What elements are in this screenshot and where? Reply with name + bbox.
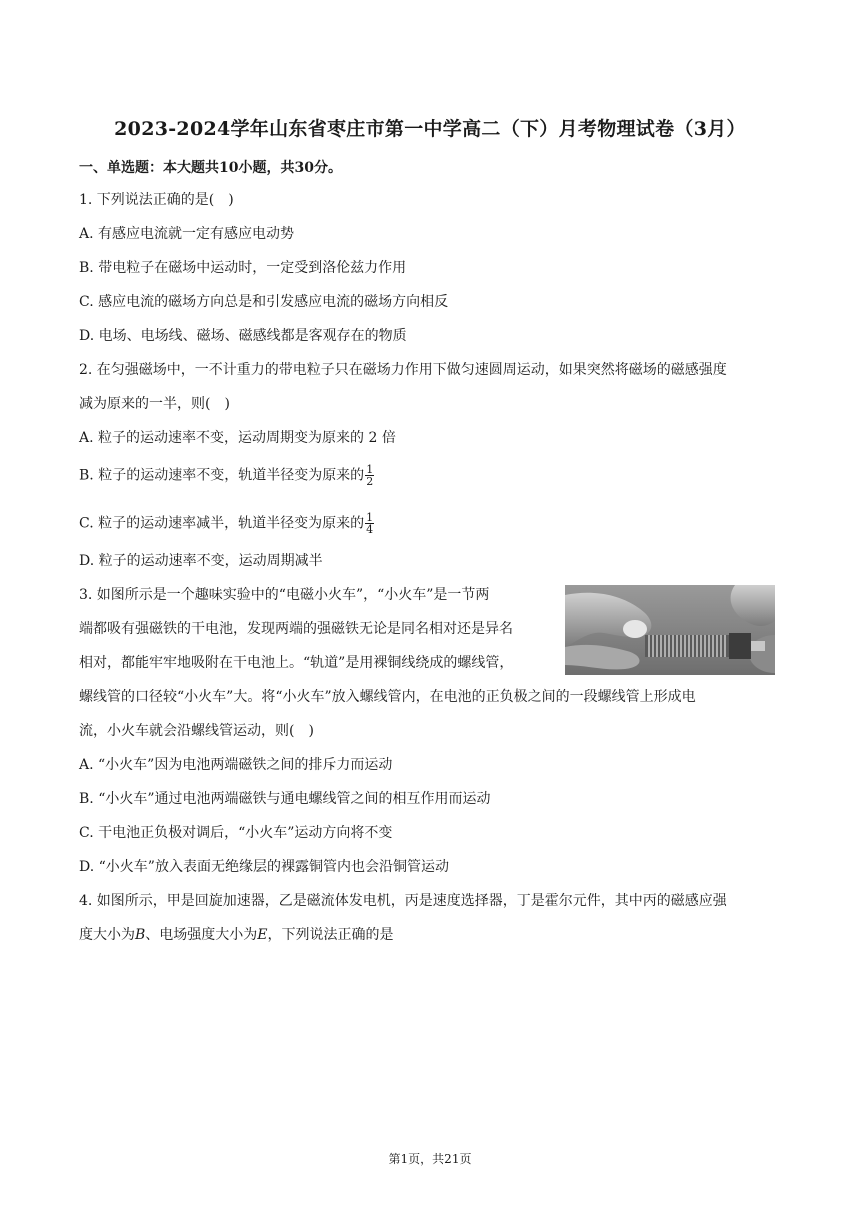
fraction-numerator: 1 [366,511,374,524]
question-3-line5: 流，小火车就会沿螺线管运动，则( ) [79,723,314,739]
question-2-option-c [79,512,374,535]
variable-B: B [135,927,146,943]
question-3-line1: 3. 如图所示是一个趣味实验中的“电磁小火车”，“小火车”是一节两 [79,587,490,603]
question-4-line1: 4. 如图所示，甲是回旋加速器，乙是磁流体发电机，丙是速度选择器，丁是霍尔元件，其中丙的磁感应强 [79,893,727,909]
question-1-option-b: B. 带电粒子在磁场中运动时，一定受到洛伦兹力作用 [79,260,407,276]
question-3-line2: 端都吸有强磁铁的干电池，发现两端的强磁铁无论是同名相对还是异名 [79,621,513,637]
exam-title: 2023-2024学年山东省枣庄市第一中学高二（下）月考物理试卷（3月） [114,118,746,140]
variable-E: E [257,927,268,943]
question-4-text-part: 度大小为 [79,927,135,943]
question-3-option-d: D. “小火车”放入表面无绝缘层的裸露铜管内也会沿铜管运动 [79,859,449,875]
question-2-option-d: D. 粒子的运动速率不变，运动周期减半 [79,553,323,569]
fraction-denominator: 2 [366,475,374,488]
question-1-stem: 1. 下列说法正确的是( ) [79,192,234,208]
fraction-denominator: 4 [366,523,374,536]
question-2-stem-line1: 2. 在匀强磁场中，一不计重力的带电粒子只在磁场力作用下做匀速圆周运动，如果突然将磁场的磁感强度 [79,362,727,378]
question-2-option-b-text: B. 粒子的运动速率不变，轨道半径变为原来的 [79,467,365,484]
section-heading: 一、单选题：本大题共10小题，共30分。 [79,160,342,176]
question-1-option-d: D. 电场、电场线、磁场、磁感线都是客观存在的物质 [79,328,407,344]
electromagnetic-train-photo [565,585,775,675]
question-3-line3: 相对，都能牢牢地吸附在干电池上。“轨道”是用裸铜线绕成的螺线管， [79,655,514,671]
question-3-line4: 螺线管的口径较“小火车”大。将“小火车”放入螺线管内，在电池的正负极之间的一段螺线管上形成电 [79,689,696,705]
question-2-option-b [79,464,374,487]
fraction-one-half [365,464,374,487]
question-2-stem-line2: 减为原来的一半，则( ) [79,396,230,412]
question-3-option-c: C. 干电池正负极对调后，“小火车”运动方向将不变 [79,825,393,841]
page-footer: 第1页，共21页 [388,1152,472,1166]
question-3-option-b: B. “小火车”通过电池两端磁铁与通电螺线管之间的相互作用而运动 [79,791,491,807]
question-2-option-c-text: C. 粒子的运动速率减半，轨道半径变为原来的 [79,515,365,532]
question-4-text-part: ，下列说法正确的是 [267,927,394,943]
question-3-option-a: A. “小火车”因为电池两端磁铁之间的排斥力而运动 [79,757,393,773]
coil-track [645,633,765,659]
question-4-text-part: 、电场强度大小为 [145,927,258,943]
fraction-numerator: 1 [366,463,374,476]
fraction-one-quarter [365,512,374,535]
question-1-option-c: C. 感应电流的磁场方向总是和引发感应电流的磁场方向相反 [79,294,449,310]
question-4-line2 [79,925,394,945]
question-1-option-a: A. 有感应电流就一定有感应电动势 [79,226,295,242]
question-2-option-a: A. 粒子的运动速率不变，运动周期变为原来的 2 倍 [79,430,396,446]
